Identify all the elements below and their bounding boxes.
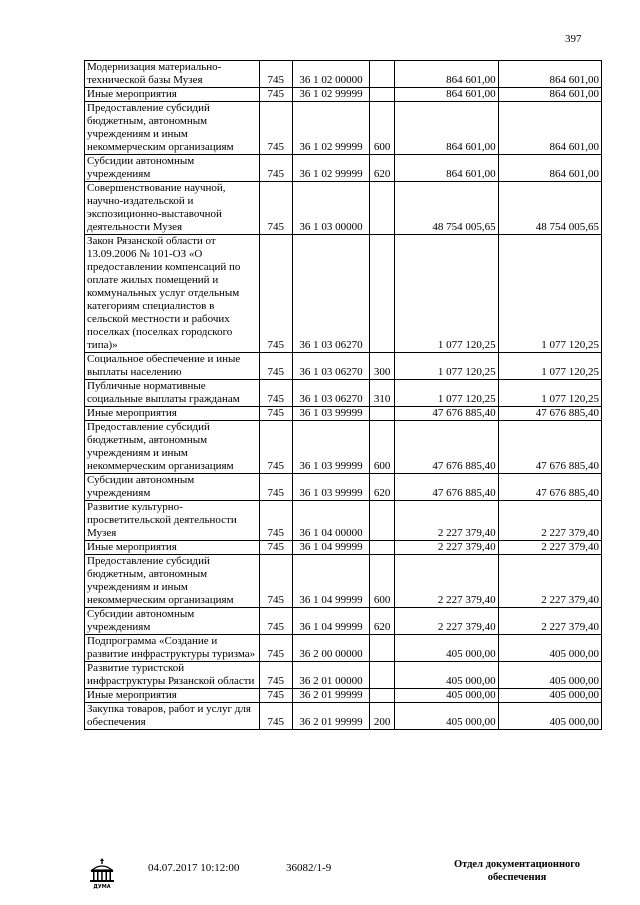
table-row: [85, 407, 602, 421]
row-csr: 36 1 03 06270: [292, 380, 369, 407]
row-gr: 745: [259, 380, 292, 407]
row-name: Модернизация материально-технической базы Музея: [85, 61, 260, 88]
row-vr: 310: [370, 380, 395, 407]
row-sum-2: 1 077 120,25: [498, 380, 601, 407]
page-number: 397: [565, 33, 582, 45]
table-row: [85, 703, 602, 730]
row-name: Иные мероприятия: [85, 88, 260, 102]
row-sum-2: 48 754 005,65: [498, 182, 601, 235]
row-csr: 36 1 03 99999: [292, 407, 369, 421]
row-sum-2: 2 227 379,40: [498, 608, 601, 635]
row-csr: 36 1 03 99999: [292, 421, 369, 474]
row-sum-2: 47 676 885,40: [498, 474, 601, 501]
row-csr: 36 2 01 00000: [292, 662, 369, 689]
row-gr: 745: [259, 155, 292, 182]
row-name: Публичные нормативные социальные выплаты гражданам: [85, 380, 260, 407]
row-name: Закупка товаров, работ и услуг для обеспечения: [85, 703, 260, 730]
row-gr: 745: [259, 61, 292, 88]
row-sum-1: 864 601,00: [395, 61, 498, 88]
row-sum-1: 864 601,00: [395, 102, 498, 155]
row-name: Субсидии автономным учреждениям: [85, 155, 260, 182]
row-gr: 745: [259, 407, 292, 421]
row-sum-2: 47 676 885,40: [498, 421, 601, 474]
table-row: [85, 689, 602, 703]
row-sum-1: 48 754 005,65: [395, 182, 498, 235]
row-gr: 745: [259, 474, 292, 501]
table-row: [85, 155, 602, 182]
duma-logo-icon: [86, 856, 118, 890]
row-sum-1: 405 000,00: [395, 635, 498, 662]
row-sum-1: 1 077 120,25: [395, 353, 498, 380]
row-name: Иные мероприятия: [85, 689, 260, 703]
row-sum-2: 1 077 120,25: [498, 235, 601, 353]
footer-department: [442, 858, 592, 884]
row-vr: 620: [370, 155, 395, 182]
table-row: [85, 353, 602, 380]
row-sum-1: 2 227 379,40: [395, 501, 498, 541]
row-vr: 620: [370, 608, 395, 635]
row-vr: [370, 235, 395, 353]
row-sum-2: 1 077 120,25: [498, 353, 601, 380]
row-gr: 745: [259, 235, 292, 353]
row-sum-1: 47 676 885,40: [395, 421, 498, 474]
footer-datetime: 04.07.2017 10:12:00: [148, 862, 240, 874]
row-gr: 745: [259, 635, 292, 662]
table-row: [85, 662, 602, 689]
row-sum-1: 47 676 885,40: [395, 407, 498, 421]
row-vr: [370, 61, 395, 88]
row-sum-2: 2 227 379,40: [498, 501, 601, 541]
row-csr: 36 2 01 99999: [292, 703, 369, 730]
row-vr: [370, 662, 395, 689]
row-sum-1: 2 227 379,40: [395, 608, 498, 635]
table-row: [85, 380, 602, 407]
row-name: Субсидии автономным учреждениям: [85, 608, 260, 635]
table-row: [85, 102, 602, 155]
footer-department-line2: обеспечения: [487, 872, 547, 883]
table-row: [85, 88, 602, 102]
row-gr: 745: [259, 662, 292, 689]
row-gr: 745: [259, 501, 292, 541]
logo-text: ДУМА: [93, 884, 111, 890]
row-sum-2: 864 601,00: [498, 155, 601, 182]
row-csr: 36 1 02 00000: [292, 61, 369, 88]
row-sum-1: 2 227 379,40: [395, 555, 498, 608]
row-vr: [370, 541, 395, 555]
row-sum-1: 1 077 120,25: [395, 235, 498, 353]
row-csr: 36 2 01 99999: [292, 689, 369, 703]
row-name: Предоставление субсидий бюджетным, автономным учреждениям и иным некоммерческим организациям: [85, 421, 260, 474]
row-sum-2: 405 000,00: [498, 662, 601, 689]
row-sum-1: 405 000,00: [395, 703, 498, 730]
row-csr: 36 1 03 99999: [292, 474, 369, 501]
row-name: Предоставление субсидий бюджетным, автономным учреждениям и иным некоммерческим организациям: [85, 555, 260, 608]
row-gr: 745: [259, 541, 292, 555]
row-csr: 36 2 00 00000: [292, 635, 369, 662]
table-row: [85, 555, 602, 608]
budget-table: [84, 60, 602, 730]
table-row: [85, 421, 602, 474]
row-name: Закон Рязанской области от 13.09.2006 № 101-ОЗ «О предоставлении компенсаций по оплате жилых помещений и коммунальных услуг отдельным категориям специалистов в сельской местности и рабочих поселках (поселках городского типа)»: [85, 235, 260, 353]
row-sum-2: 405 000,00: [498, 635, 601, 662]
row-csr: 36 1 04 00000: [292, 501, 369, 541]
row-name: Развитие культурно-просветительской деятельности Музея: [85, 501, 260, 541]
row-sum-2: 2 227 379,40: [498, 541, 601, 555]
table-row: [85, 501, 602, 541]
table-row: [85, 635, 602, 662]
table-row: [85, 182, 602, 235]
table-row: [85, 474, 602, 501]
row-sum-1: 405 000,00: [395, 689, 498, 703]
row-csr: 36 1 02 99999: [292, 155, 369, 182]
row-name: Иные мероприятия: [85, 407, 260, 421]
row-csr: 36 1 03 00000: [292, 182, 369, 235]
row-name: Подпрограмма «Создание и развитие инфраструктуры туризма»: [85, 635, 260, 662]
row-name: Предоставление субсидий бюджетным, автономным учреждениям и иным некоммерческим организациям: [85, 102, 260, 155]
table-row: [85, 541, 602, 555]
row-gr: 745: [259, 703, 292, 730]
row-csr: 36 1 04 99999: [292, 541, 369, 555]
row-sum-2: 405 000,00: [498, 689, 601, 703]
row-vr: 600: [370, 102, 395, 155]
row-vr: [370, 88, 395, 102]
row-vr: [370, 182, 395, 235]
row-sum-1: 2 227 379,40: [395, 541, 498, 555]
row-sum-2: 864 601,00: [498, 88, 601, 102]
row-csr: 36 1 02 99999: [292, 102, 369, 155]
row-vr: 300: [370, 353, 395, 380]
row-name: Социальное обеспечение и иные выплаты населению: [85, 353, 260, 380]
row-gr: 745: [259, 608, 292, 635]
row-gr: 745: [259, 421, 292, 474]
row-vr: 200: [370, 703, 395, 730]
row-sum-1: 864 601,00: [395, 155, 498, 182]
row-name: Развитие туристской инфраструктуры Рязанской области: [85, 662, 260, 689]
row-sum-2: 864 601,00: [498, 61, 601, 88]
row-gr: 745: [259, 88, 292, 102]
row-vr: 600: [370, 555, 395, 608]
row-name: Иные мероприятия: [85, 541, 260, 555]
row-vr: [370, 407, 395, 421]
row-sum-1: 1 077 120,25: [395, 380, 498, 407]
footer-doc-number: 36082/1-9: [286, 862, 332, 874]
row-csr: 36 1 03 06270: [292, 235, 369, 353]
row-sum-1: 864 601,00: [395, 88, 498, 102]
row-csr: 36 1 04 99999: [292, 555, 369, 608]
row-csr: 36 1 03 06270: [292, 353, 369, 380]
row-sum-2: 405 000,00: [498, 703, 601, 730]
row-gr: 745: [259, 102, 292, 155]
row-name: Совершенствование научной, научно-издательской и экспозиционно-выставочной деятельности Музея: [85, 182, 260, 235]
row-sum-2: 864 601,00: [498, 102, 601, 155]
row-sum-2: 47 676 885,40: [498, 407, 601, 421]
row-gr: 745: [259, 555, 292, 608]
table-row: [85, 235, 602, 353]
row-gr: 745: [259, 182, 292, 235]
row-vr: [370, 689, 395, 703]
footer-department-line1: Отдел документационного: [453, 859, 581, 870]
table-row: [85, 61, 602, 88]
row-gr: 745: [259, 353, 292, 380]
row-vr: 600: [370, 421, 395, 474]
row-vr: [370, 501, 395, 541]
row-sum-2: 2 227 379,40: [498, 555, 601, 608]
table-row: [85, 608, 602, 635]
row-vr: [370, 635, 395, 662]
row-name: Субсидии автономным учреждениям: [85, 474, 260, 501]
row-csr: 36 1 02 99999: [292, 88, 369, 102]
row-gr: 745: [259, 689, 292, 703]
row-sum-1: 405 000,00: [395, 662, 498, 689]
row-vr: 620: [370, 474, 395, 501]
row-csr: 36 1 04 99999: [292, 608, 369, 635]
row-sum-1: 47 676 885,40: [395, 474, 498, 501]
